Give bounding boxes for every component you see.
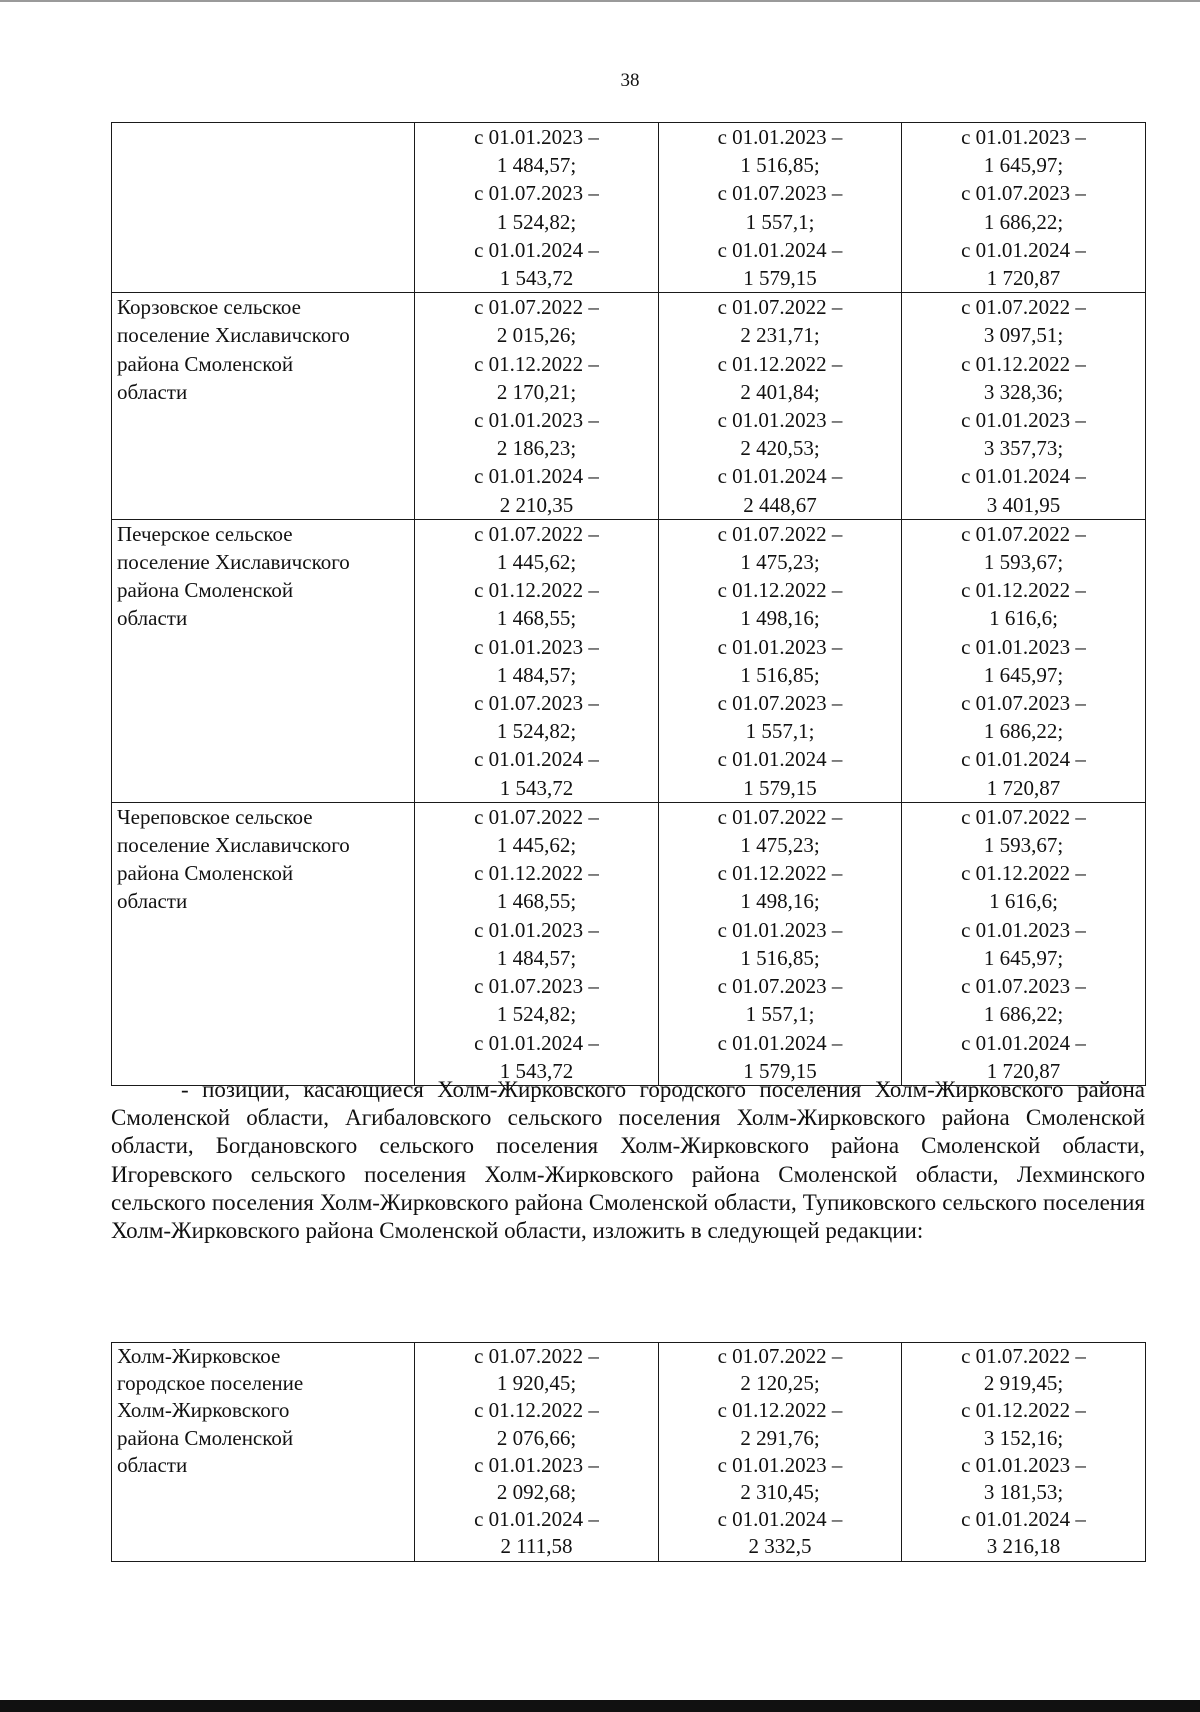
tariff-line: 1 524,82; (496, 719, 577, 744)
tariff-line: 1 720,87 (986, 266, 1061, 291)
tariff-line: 3 181,53; (983, 1480, 1064, 1505)
tariff-cell-col1 (415, 123, 659, 293)
table-row (112, 293, 1146, 520)
tariff-line: 2 111,58 (500, 1534, 573, 1559)
tariff-line: с 01.07.2023 – (717, 691, 843, 716)
tariff-line: 1 516,85; (740, 662, 820, 687)
settlement-name-cell (112, 1343, 415, 1562)
tariff-cell-col2 (659, 1343, 902, 1562)
tariff-line: с 01.07.2022 – (961, 804, 1086, 829)
tariff-line: 1 498,16; (740, 889, 820, 914)
tariff-line: с 01.12.2022 – (961, 578, 1086, 603)
tariff-line: с 01.01.2023 – (717, 125, 843, 149)
tariff-line: 1 475,23; (740, 550, 820, 575)
tariff-line: с 01.12.2022 – (717, 578, 843, 603)
tariff-line: с 01.07.2022 – (474, 804, 599, 829)
tariff-cell-col2 (659, 293, 902, 520)
tariff-line: с 01.07.2022 – (961, 521, 1086, 546)
settlement-name-line: Печерское сельское (117, 521, 293, 546)
tariff-line: с 01.07.2023 – (717, 181, 843, 206)
tariff-cell-col3 (902, 123, 1146, 293)
tariff-line: с 01.01.2024 – (474, 464, 599, 489)
tariff-line: с 01.12.2022 – (717, 351, 843, 376)
tariff-cell-col3 (902, 802, 1146, 1085)
settlement-name-line: поселение Хиславичского (117, 323, 350, 348)
settlement-name-line: Холм-Жирковского (117, 1398, 290, 1423)
tariff-line: с 01.01.2023 – (717, 408, 843, 433)
tariff-line: 3 097,51; (983, 323, 1064, 348)
tariff-line: с 01.07.2022 – (474, 1344, 599, 1368)
page-number: 38 (620, 70, 640, 91)
tariff-line: с 01.07.2023 – (474, 974, 599, 999)
tariff-line: 1 516,85; (740, 945, 820, 970)
tariff-line: 2 919,45; (983, 1371, 1064, 1396)
settlement-name-cell (112, 123, 415, 293)
tariff-line: с 01.07.2022 – (961, 1344, 1086, 1368)
tariff-line: с 01.01.2024 – (474, 1030, 599, 1055)
settlement-name-line: Корзовское сельское (117, 295, 301, 320)
tariff-line: 2 076,66; (496, 1425, 577, 1450)
tariff-line: с 01.07.2023 – (961, 181, 1086, 206)
tariff-line: 2 186,23; (496, 436, 577, 461)
tariff-line: 1 616,6; (989, 889, 1058, 914)
tariff-line: 2 120,25; (740, 1371, 820, 1396)
table-row (112, 519, 1146, 802)
settlement-name-line: поселение Хиславичского (117, 550, 350, 575)
tariff-cell-col1 (415, 1343, 659, 1562)
tariff-line: с 01.01.2024 – (717, 747, 843, 772)
settlement-name-line: района Смоленской (117, 1425, 294, 1450)
tariff-line: с 01.07.2022 – (717, 804, 843, 829)
settlement-name-line: городское поселение (117, 1371, 304, 1396)
tariff-line: 1 686,22; (983, 209, 1064, 234)
tariff-cell-col1 (415, 293, 659, 520)
tariff-cell-col2 (659, 519, 902, 802)
tariff-line: 2 210,35 (499, 492, 574, 517)
amendment-paragraph: - позиции, касающиеся Холм-Жирковского городского поселения Холм-Жирковского района Смоленской области, Агибаловского сельского поселения Холм-Жирковского района Смоленской области, Богдановского сельского поселения Холм-Жирковского района Смоленской области, Игоревского сельского поселения Холм-Жирковского района Смоленской области, Лехминского сельского поселения Холм-Жирковского района Смоленской области, Тупиковского сельского поселения Холм-Жирковского района Смоленской области, изложить в следующей редакции: (111, 1077, 1145, 1244)
tariff-line: с 01.01.2023 – (717, 1452, 843, 1477)
tariff-line: 1 557,1; (745, 209, 815, 234)
tariff-line: с 01.07.2023 – (474, 691, 599, 716)
tariff-line: 1 645,97; (983, 662, 1064, 687)
tariff-line: с 01.01.2023 – (717, 634, 843, 659)
tariff-line: 1 516,85; (740, 153, 820, 178)
tariff-line: 3 401,95 (986, 492, 1061, 517)
table-row (112, 802, 1146, 1085)
tariff-line: с 01.12.2022 – (474, 861, 599, 886)
tariff-line: 1 920,45; (496, 1371, 577, 1396)
table-row (112, 123, 1146, 293)
tariff-line: 3 152,16; (983, 1425, 1064, 1450)
tariff-line: с 01.01.2024 – (717, 1507, 843, 1532)
tariff-line: 1 468,55; (496, 889, 577, 914)
tariff-line: 2 015,26; (496, 323, 577, 348)
tariff-line: с 01.12.2022 – (717, 1398, 843, 1423)
tariff-line: 1 543,72 (499, 1058, 574, 1083)
tariff-line: 1 593,67; (983, 833, 1064, 858)
tariff-cell-col3 (902, 519, 1146, 802)
tariff-line: с 01.01.2023 – (961, 917, 1086, 942)
tariff-line: с 01.07.2022 – (717, 295, 843, 320)
tariff-line: с 01.01.2023 – (961, 408, 1086, 433)
tariff-line: 1 498,16; (740, 606, 820, 631)
tariff-cell-col2 (659, 123, 902, 293)
tariff-line: с 01.12.2022 – (474, 1398, 599, 1423)
tariff-line: с 01.01.2024 – (961, 237, 1086, 262)
tariff-line: 2 401,84; (740, 379, 820, 404)
tariff-line: с 01.01.2023 – (474, 1452, 599, 1477)
settlement-name-line: поселение Хиславичского (117, 833, 350, 858)
settlement-name-line: области (117, 606, 188, 631)
scan-border-top (0, 0, 1200, 2)
settlement-name-line: области (117, 889, 188, 914)
tariff-line: с 01.01.2024 – (717, 1030, 843, 1055)
tariff-line: 2 448,67 (743, 492, 817, 517)
tariff-line: 1 543,72 (499, 266, 574, 291)
tariff-line: с 01.01.2023 – (474, 408, 599, 433)
tariff-line: 1 686,22; (983, 719, 1064, 744)
tariff-line: 1 475,23; (740, 833, 820, 858)
tariff-line: 2 170,21; (496, 379, 577, 404)
tariff-line: 2 332,5 (748, 1534, 812, 1559)
tariff-line: с 01.01.2024 – (961, 464, 1086, 489)
tariff-line: с 01.01.2023 – (961, 634, 1086, 659)
tariff-line: 3 216,18 (986, 1534, 1061, 1559)
tariff-line: 1 484,57; (496, 153, 577, 178)
tariff-line: 1 686,22; (983, 1002, 1064, 1027)
tariff-line: 1 445,62; (496, 550, 577, 575)
tariff-line: 2 310,45; (740, 1480, 820, 1505)
settlement-name-line: района Смоленской (117, 351, 294, 376)
tariff-table-continued (111, 122, 1146, 1086)
tariff-line: с 01.07.2023 – (961, 691, 1086, 716)
tariff-line: 1 524,82; (496, 209, 577, 234)
tariff-line: с 01.07.2022 – (474, 295, 599, 320)
tariff-line: 1 720,87 (986, 775, 1061, 800)
settlement-name-line: Холм-Жирковское (117, 1344, 281, 1368)
tariff-line: 2 420,53; (740, 436, 820, 461)
tariff-line: с 01.01.2024 – (717, 464, 843, 489)
tariff-line: с 01.07.2022 – (717, 1344, 843, 1368)
tariff-line: 1 579,15 (743, 266, 817, 291)
tariff-line: с 01.01.2023 – (717, 917, 843, 942)
tariff-line: с 01.07.2023 – (474, 181, 599, 206)
tariff-line: 1 579,15 (743, 775, 817, 800)
tariff-line: 1 484,57; (496, 662, 577, 687)
tariff-line: с 01.01.2024 – (474, 747, 599, 772)
tariff-line: 1 557,1; (745, 1002, 815, 1027)
tariff-line: 1 645,97; (983, 153, 1064, 178)
settlement-name-cell (112, 802, 415, 1085)
tariff-line: 1 484,57; (496, 945, 577, 970)
tariff-cell-col3 (902, 1343, 1146, 1562)
tariff-line: 1 468,55; (496, 606, 577, 631)
tariff-line: с 01.07.2023 – (717, 974, 843, 999)
tariff-line: с 01.01.2023 – (474, 125, 599, 149)
tariff-line: с 01.12.2022 – (961, 861, 1086, 886)
tariff-line: с 01.12.2022 – (474, 578, 599, 603)
tariff-line: с 01.07.2022 – (961, 295, 1086, 320)
tariff-line: 2 231,71; (740, 323, 820, 348)
tariff-line: 1 524,82; (496, 1002, 577, 1027)
tariff-table-kholm-zhirkovsky (111, 1342, 1146, 1562)
settlement-name-line: области (117, 1452, 188, 1477)
tariff-line: с 01.01.2023 – (961, 125, 1086, 149)
tariff-line: 2 092,68; (496, 1480, 577, 1505)
tariff-line: 2 291,76; (740, 1425, 820, 1450)
tariff-line: 1 616,6; (989, 606, 1058, 631)
scan-border-bottom (0, 1700, 1200, 1712)
tariff-line: с 01.07.2022 – (474, 521, 599, 546)
tariff-line: с 01.07.2023 – (961, 974, 1086, 999)
tariff-line: 1 543,72 (499, 775, 574, 800)
tariff-line: с 01.01.2024 – (474, 1507, 599, 1532)
tariff-line: 1 445,62; (496, 833, 577, 858)
tariff-line: с 01.01.2024 – (474, 237, 599, 262)
tariff-cell-col3 (902, 293, 1146, 520)
tariff-line: с 01.01.2024 – (961, 747, 1086, 772)
settlement-name-cell (112, 519, 415, 802)
tariff-line: 1 645,97; (983, 945, 1064, 970)
table-row (112, 1343, 1146, 1562)
settlement-name-cell (112, 293, 415, 520)
tariff-cell-col2 (659, 802, 902, 1085)
tariff-line: с 01.12.2022 – (961, 351, 1086, 376)
tariff-line: с 01.12.2022 – (717, 861, 843, 886)
tariff-line: 1 593,67; (983, 550, 1064, 575)
tariff-line: с 01.12.2022 – (474, 351, 599, 376)
settlement-name-line: Череповское сельское (117, 804, 313, 829)
tariff-line: 1 557,1; (745, 719, 815, 744)
tariff-cell-col1 (415, 802, 659, 1085)
tariff-line: с 01.01.2023 – (961, 1452, 1086, 1477)
tariff-line: с 01.01.2024 – (961, 1030, 1086, 1055)
tariff-line: с 01.07.2022 – (717, 521, 843, 546)
tariff-line: с 01.01.2024 – (961, 1507, 1086, 1532)
tariff-line: 1 720,87 (986, 1058, 1061, 1083)
tariff-line: с 01.12.2022 – (961, 1398, 1086, 1423)
tariff-line: с 01.01.2023 – (474, 917, 599, 942)
tariff-line: с 01.01.2023 – (474, 634, 599, 659)
tariff-line: 3 328,36; (983, 379, 1064, 404)
tariff-line: 1 579,15 (743, 1058, 817, 1083)
tariff-line: 3 357,73; (983, 436, 1064, 461)
tariff-cell-col1 (415, 519, 659, 802)
tariff-line: с 01.01.2024 – (717, 237, 843, 262)
settlement-name-line: района Смоленской (117, 578, 294, 603)
settlement-name-line: района Смоленской (117, 861, 294, 886)
settlement-name-line: области (117, 379, 188, 404)
